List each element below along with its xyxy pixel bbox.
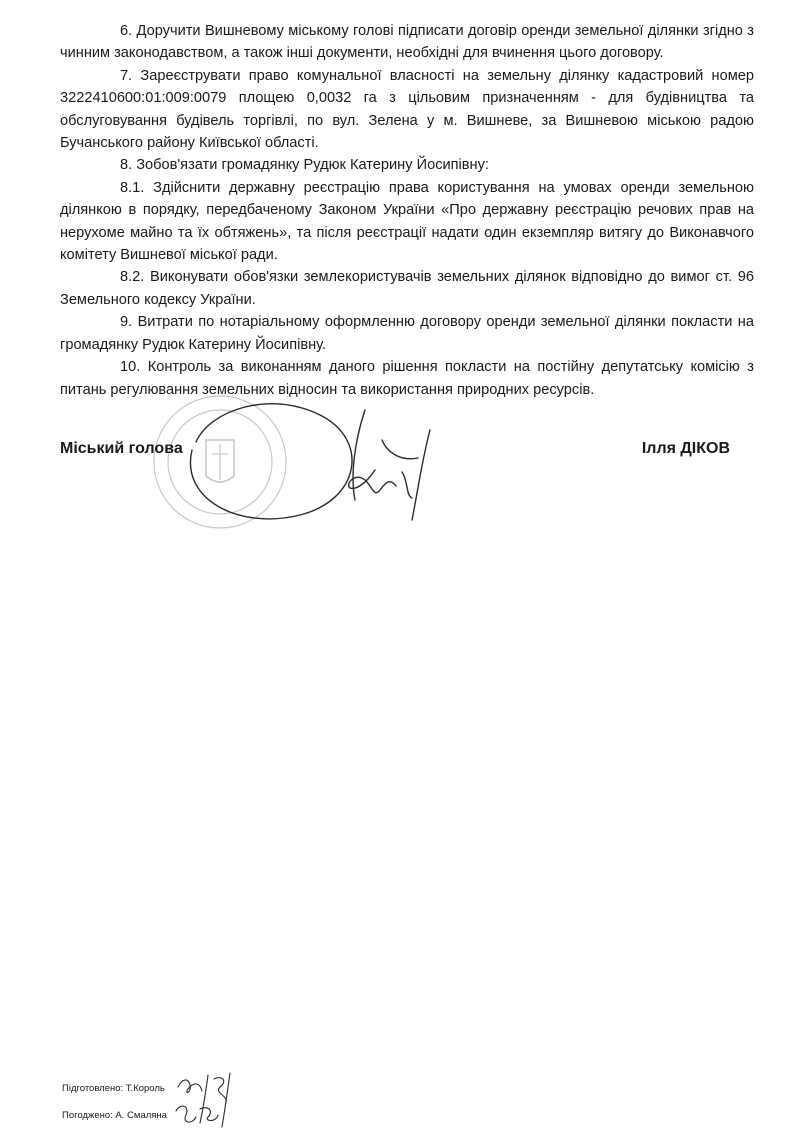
paragraph-8: 8. Зобов'язати громадянку Рудюк Катерину Йосипівну:	[120, 157, 489, 174]
footer-notes	[62, 1075, 167, 1129]
paragraph-9: 9. Витрати по нотаріальному оформленню договору оренди земельної ділянки покласти на громадянку Рудюк Катерину Йосипівну.	[60, 314, 754, 353]
seal-and-signature	[150, 380, 490, 560]
approved-by: Погоджено: А. Смаляна	[62, 1110, 167, 1121]
paragraph-8-1: 8.1. Здійснити державну реєстрацію права користування на умовах оренди земельною ділянкою в порядку, передбаченому Законом України «Про державну реєстрацію речових прав на нерухоме майно та їх обтяжень», та після реєстрації надати один екземпляр витягу до Виконавчого комітету Вишневої міської ради.	[60, 179, 754, 264]
paragraph-7: 7. Зареєструвати право комунальної власності на земельну ділянку кадастровий номер 3222410600:01:009:0079 площею 0,0032 га з цільовим призначенням - для будівництва та обслуговування будівель торгівлі, по вул. Зелена у м. Вишневе, за Вишневою міською радою Бучанського району Київської області.	[60, 67, 754, 152]
signatory-name: Ілля ДІКОВ	[641, 440, 730, 457]
signature-row	[60, 440, 730, 464]
document-body	[60, 20, 754, 401]
paragraph-6: 6. Доручити Вишневому міському голові підписати договір оренди земельної ділянки згідно з чинним законодавством, а також інші документи, необхідні для вчинення цього договору.	[60, 23, 754, 62]
signatory-position: Міський голова	[60, 440, 183, 457]
prepared-by: Підготовлено: Т.Король	[62, 1083, 165, 1094]
paragraph-8-2: 8.2. Виконувати обов'язки землекористувачів земельних ділянок відповідно до вимог ст. 96 Земельного кодексу України.	[60, 269, 754, 308]
initials-signature-icon	[176, 1073, 230, 1127]
paragraph-10: 10. Контроль за виконанням даного рішення покласти на постійну депутатську комісію з питань регулювання земельних відносин та використання природних ресурсів.	[60, 359, 754, 398]
footer-initials-signature	[170, 1065, 260, 1135]
